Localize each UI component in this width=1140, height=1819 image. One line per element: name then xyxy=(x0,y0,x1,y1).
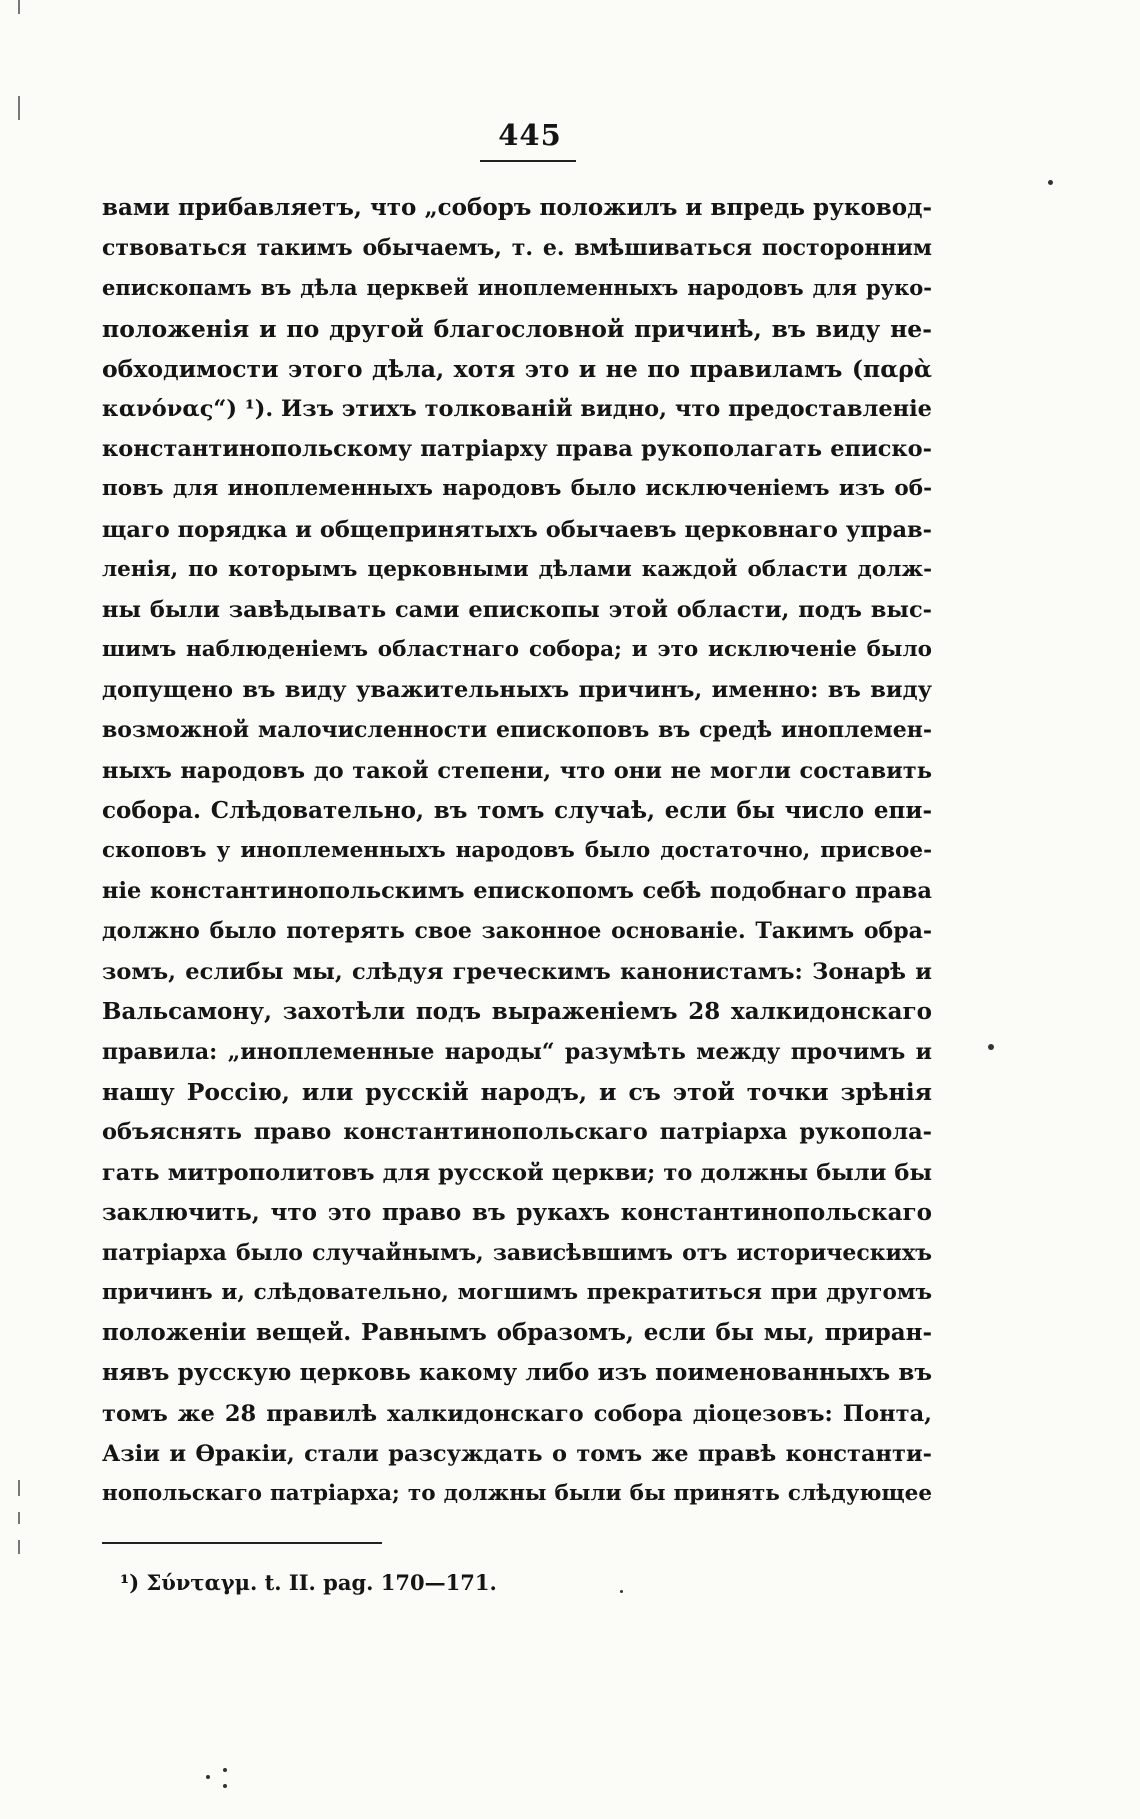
text-line: допущено въ виду уважительныхъ причинъ, именно: въ виду xyxy=(102,677,932,704)
text-line: ныхъ народовъ до такой степени, что они не могли составить xyxy=(102,757,932,784)
scan-edge-mark xyxy=(18,0,20,14)
text-line: причинъ и, слѣдовательно, могшимъ прекратиться при другомъ xyxy=(102,1280,932,1306)
text-line: собора. Слѣдовательно, въ томъ случаѣ, если бы число епи- xyxy=(102,796,932,824)
text-line: нявъ русскую церковь какому либо изъ поименованныхъ въ xyxy=(102,1359,932,1387)
text-line: объяснять право константинопольскаго патріарха рукопола- xyxy=(102,1119,932,1146)
ink-speck xyxy=(223,1768,227,1772)
text-line: правила: „иноплеменные народы“ разумѣть между прочимъ и xyxy=(102,1038,932,1065)
text-line: константинопольскому патріарху права рукополагать еписко- xyxy=(102,436,932,463)
text-line: ніе константинопольскимъ епископомъ себѣ подобнаго права xyxy=(102,878,932,905)
text-line: скоповъ у иноплеменныхъ народовъ было достаточно, присвое- xyxy=(102,838,932,863)
text-line: нашу Россію, или русскій народъ, и съ этой точки зрѣнія xyxy=(102,1078,932,1107)
body-text xyxy=(102,188,932,1514)
text-line: шимъ наблюденіемъ областнаго собора; и это исключеніе было xyxy=(102,637,932,663)
text-line: зомъ, еслибы мы, слѣдуя греческимъ канонистамъ: Зонарѣ и xyxy=(102,958,932,985)
text-line: вами прибавляетъ, что „соборъ положилъ и впредь руковод- xyxy=(102,194,932,221)
scan-edge-mark xyxy=(18,96,20,120)
text-line: ствоваться такимъ обычаемъ, т. е. вмѣшиваться посторонним xyxy=(102,235,932,262)
scan-edge-mark xyxy=(18,1480,20,1496)
text-line: щаго порядка и общепринятыхъ обычаевъ церковнаго управ- xyxy=(102,516,932,543)
footnote-rule xyxy=(102,1542,382,1544)
text-line: нопольскаго патріарха; то должны были бы принять слѣдующее xyxy=(102,1481,932,1506)
text-line: патріарха было случайнымъ, зависѣвшимъ отъ историческихъ xyxy=(102,1239,932,1266)
text-line: Азіи и Ѳракіи, стали разсуждать о томъ же правѣ константи- xyxy=(102,1440,932,1467)
ink-speck xyxy=(988,1044,994,1050)
text-line: ленія, по которымъ церковными дѣлами каждой области долж- xyxy=(102,556,932,582)
text-line: ны были завѣдывать сами епископы этой области, подъ выс- xyxy=(102,596,932,623)
text-line: заключить, что это право въ рукахъ константинопольскаго xyxy=(102,1198,932,1226)
text-line: должно было потерять свое законное основаніе. Такимъ обра- xyxy=(102,918,932,945)
text-line: положенія и по другой благословной причинѣ, въ виду не- xyxy=(102,314,932,343)
page-number: 445 xyxy=(498,118,562,152)
ink-speck xyxy=(206,1775,210,1779)
text-line: гать митрополитовъ для русской церкви; то должны были бы xyxy=(102,1159,932,1186)
footnote: ¹) Σύνταγμ. t. II. pag. 170—171. xyxy=(120,1570,497,1595)
ink-speck xyxy=(1048,180,1053,185)
scan-edge-mark xyxy=(18,1512,20,1524)
text-line: обходимости этого дѣла, хотя это и не по правиламъ (παρὰ xyxy=(102,354,932,383)
scan-edge-mark xyxy=(18,1540,20,1554)
text-line: возможной малочисленности епископовъ въ средѣ иноплемен- xyxy=(102,717,932,744)
text-line: епископамъ въ дѣла церквей иноплеменныхъ народовъ для руко- xyxy=(102,275,932,301)
page-number-rule xyxy=(480,160,576,162)
ink-speck xyxy=(223,1784,227,1788)
text-line: повъ для иноплеменныхъ народовъ было исключеніемъ изъ об- xyxy=(102,476,932,502)
text-line: Вальсамону, захотѣли подъ выраженіемъ 28 халкидонскаго xyxy=(102,997,932,1025)
text-line: положеніи вещей. Равнымъ образомъ, если бы мы, приран- xyxy=(102,1319,932,1347)
text-line: томъ же 28 правилѣ халкидонскаго собора діоцезовъ: Понта, xyxy=(102,1400,932,1427)
ink-speck xyxy=(620,1590,623,1593)
text-line: κανόνας“) ¹). Изъ этихъ толкованій видно, что предоставленіе xyxy=(102,395,932,422)
